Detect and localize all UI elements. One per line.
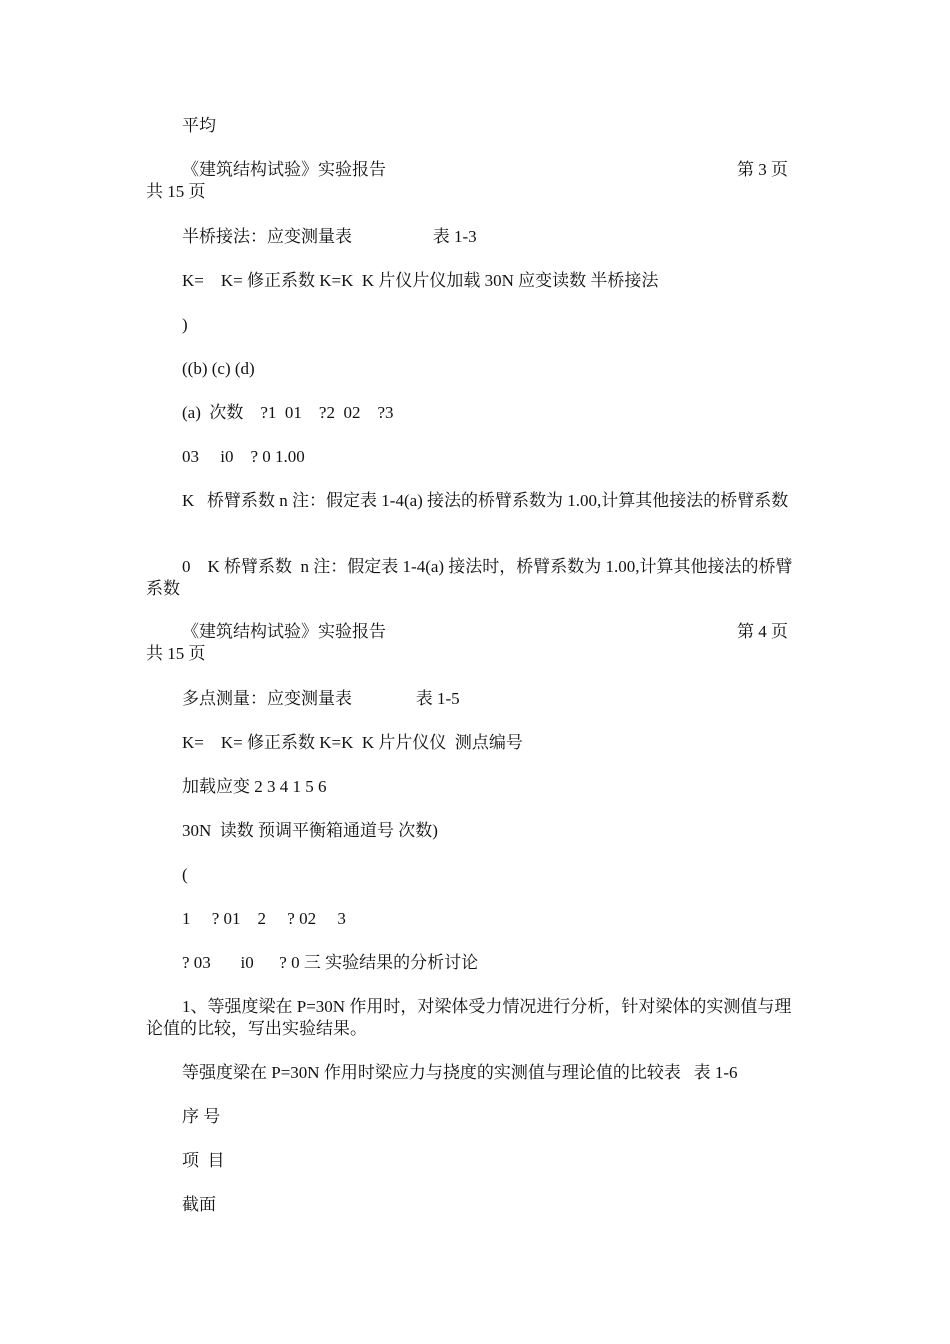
report-title: 《建筑结构试验》实验报告 <box>182 622 386 641</box>
text-line: 03 i0 ? 0 1.00 <box>182 447 305 466</box>
text-line: ? 03 i0 ? 0 三 实验结果的分析讨论 <box>182 953 479 972</box>
text-line: 截面 <box>182 1195 216 1214</box>
text-line: ((b) (c) (d) <box>182 359 255 378</box>
text-line: 项 目 <box>182 1151 225 1170</box>
total-pages: 共 15 页 <box>146 644 206 663</box>
page-number: 第 3 页 <box>737 160 788 179</box>
text-line: 30N 读数 预调平衡箱通道号 次数) <box>182 821 438 840</box>
page-number: 第 4 页 <box>737 622 788 641</box>
text-line: 平均 <box>182 116 216 135</box>
text-line: 1、等强度梁在 P=30N 作用时，对梁体受力情况进行分析，针对梁体的实测值与理论值的比较，写出实验结果。 <box>146 997 792 1038</box>
report-title: 《建筑结构试验》实验报告 <box>182 160 386 179</box>
text-line: K 桥臂系数 n 注：假定表 1-4(a) 接法的桥臂系数为 1.00,计算其他接法的桥臂系数 <box>182 491 789 510</box>
text-line: 序 号 <box>182 1107 221 1126</box>
text-line: (a) 次数 ?1 01 ?2 02 ?3 <box>182 403 394 422</box>
table-caption: 等强度梁在 P=30N 作用时梁应力与挠度的实测值与理论值的比较表 表 1-6 <box>182 1063 738 1082</box>
text-line: ( <box>182 865 188 884</box>
text-line: 0 K 桥臂系数 n 注：假定表 1-4(a) 接法时，桥臂系数为 1.00,计算其他接法的桥臂系数 <box>146 557 793 598</box>
table-caption: 半桥接法：应变测量表 表 1-3 <box>182 227 477 246</box>
text-line: 1 ? 01 2 ? 02 3 <box>182 909 346 928</box>
text-line: 加载应变 2 3 4 1 5 6 <box>182 777 327 796</box>
total-pages: 共 15 页 <box>146 182 206 201</box>
text-line: K= K= 修正系数 K=K K 片片仪仪 测点编号 <box>182 733 523 752</box>
table-caption: 多点测量：应变测量表 表 1-5 <box>182 689 460 708</box>
text-line: ) <box>182 315 188 334</box>
text-line: K= K= 修正系数 K=K K 片仪片仪加载 30N 应变读数 半桥接法 <box>182 271 659 290</box>
